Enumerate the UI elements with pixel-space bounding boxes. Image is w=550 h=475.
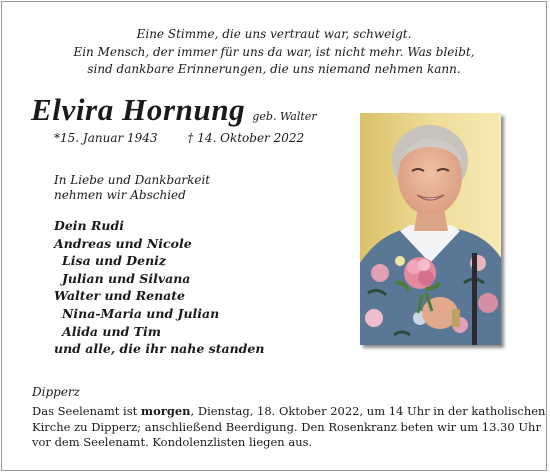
- verse-line: Eine Stimme, die uns vertraut war, schweigt.: [136, 27, 412, 41]
- obituary-notice: [1, 1, 547, 471]
- portrait-photo: [360, 113, 501, 345]
- intro-line: In Liebe und Dankbarkeit: [54, 173, 211, 187]
- mourner: Julian und Silvana: [62, 270, 191, 286]
- service-emphasis: morgen: [140, 404, 191, 418]
- life-dates: [54, 131, 304, 145]
- verse-line: sind dankbare Erinnerungen, die uns niemand nehmen kann.: [87, 62, 461, 76]
- deceased-heading: [31, 92, 317, 128]
- mourner: Lisa und Deniz: [62, 253, 167, 269]
- maiden-name: geb. Walter: [252, 110, 317, 123]
- mourner: und alle, die ihr nahe standen: [54, 341, 265, 357]
- deceased-name: Elvira Hornung: [31, 92, 246, 127]
- mourner: Alida und Tim: [62, 323, 161, 339]
- place-name: Dipperz: [32, 385, 80, 399]
- service-text: , Dienstag, 18. Oktober 2022, um 14 Uhr in der katholischen: [190, 404, 546, 418]
- mourner: Nina-Maria und Julian: [62, 305, 220, 321]
- service-info: [32, 404, 546, 451]
- farewell-intro: [54, 173, 210, 203]
- mourner: Walter und Renate: [54, 288, 185, 304]
- service-line: Kirche zu Dipperz; anschließend Beerdigung. Den Rosenkranz beten wir um 13.30 Uhr: [32, 419, 541, 434]
- mourner: Dein Rudi: [54, 218, 124, 233]
- portrait-illustration: [360, 113, 501, 345]
- memorial-verse: [2, 26, 546, 79]
- verse-line: Ein Mensch, der immer für uns da war, ist nicht mehr. Was bleibt,: [73, 44, 475, 59]
- service-text: Das Seelenamt ist: [32, 404, 141, 418]
- intro-line: nehmen wir Abschied: [54, 188, 186, 202]
- service-line: vor dem Seelenamt. Kondolenzlisten liegen aus.: [32, 435, 313, 449]
- mourner: Andreas und Nicole: [54, 235, 192, 251]
- birth-date: *15. Januar 1943: [54, 131, 158, 145]
- death-date: † 14. Oktober 2022: [187, 131, 305, 145]
- mourners-list: [54, 217, 264, 358]
- service-line: [32, 404, 546, 420]
